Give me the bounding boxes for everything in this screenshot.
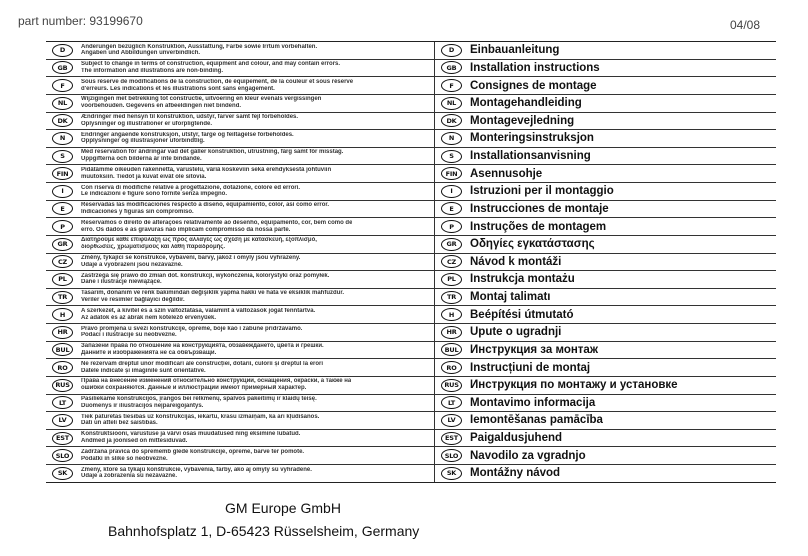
table-row	[46, 465, 776, 483]
title-cell	[435, 254, 776, 271]
legal-notice	[81, 167, 331, 181]
instruction-title: Οδηγίες εγκατάστασης	[470, 238, 595, 251]
country-code-badge: EST	[52, 432, 73, 445]
country-code-badge: CZ	[52, 255, 73, 268]
table-row	[46, 148, 776, 166]
country-code-badge: S	[52, 150, 73, 163]
instruction-title: Iemontēšanas pamācība	[470, 414, 603, 427]
legal-notice	[81, 449, 304, 463]
legal-notice-cell	[46, 430, 435, 447]
legal-notice-line-1: Subject to change in terms of construction, equipment and colour, and may contain errors.	[81, 61, 341, 68]
legal-notice-cell	[46, 465, 435, 482]
legal-notice-line-2: Údaje a vyobrazení jsou nezávazné.	[81, 261, 183, 268]
country-code-badge: GB	[52, 61, 73, 74]
table-row	[46, 113, 776, 131]
language-table	[46, 42, 776, 483]
legal-notice-line-2: Angaben und Abbildungen unverbindlich.	[81, 50, 201, 57]
table-row	[46, 324, 776, 342]
legal-notice-line-1: Wijzigingen met betrekking tot constructie, uitvoering en kleur evenals vergissingen	[81, 96, 322, 103]
legal-notice	[81, 378, 351, 392]
table-row	[46, 236, 776, 254]
country-code-badge: F	[441, 79, 462, 92]
table-row	[46, 430, 776, 448]
legal-notice-line-1: Διατηρούμε κάθε επιφύλαξη ως προς αλλαγές ως σχέση με κατασκευή, εξοπλισμό,	[81, 237, 317, 244]
legal-notice-line-2: voorbehouden. Gegevens en afbeeldingen niet bindend.	[81, 103, 242, 110]
instruction-title: Paigaldusjuhend	[470, 432, 563, 445]
legal-notice-cell	[46, 254, 435, 271]
legal-notice-line-1: Pravo promjena u svezi konstrukcije, opreme, boje kao i zabune pridržavamo.	[81, 325, 303, 332]
legal-notice-line-1: Запазени права по отношение на конструкцията, обзавеждането, цвета и грешки.	[81, 343, 324, 350]
title-cell	[435, 183, 776, 200]
country-code-badge: LT	[52, 396, 73, 409]
legal-notice-line-1: Konstruktsiooni, varustuse ja värvi osas muudatused ning eksimine lubatud.	[81, 431, 301, 438]
legal-notice-line-1: Änderungen bezüglich Konstruktion, Ausstattung, Farbe sowie Irrtum vorbehalten.	[81, 43, 318, 50]
country-code-badge: S	[441, 150, 462, 163]
legal-notice-line-2: Opplysninger og illustrasjoner uforbindtlig.	[81, 138, 205, 145]
table-row	[46, 377, 776, 395]
legal-notice-line-2: Uppgifterna och bilderna är inte bindande.	[81, 156, 202, 163]
legal-notice-cell	[46, 306, 435, 323]
legal-notice-line-2: Veriler ve resimler bağlayıcı değildir.	[81, 297, 185, 304]
country-code-badge: SLO	[52, 449, 73, 462]
legal-notice-line-1: Endringer angående konstruksjon, utstyr, farge og feiltagelse forbeholdes.	[81, 131, 294, 138]
country-code-badge: RO	[52, 361, 73, 374]
legal-notice-line-2: erro. Os dados e as gravuras não implicam compromisso da nossa parte.	[81, 226, 291, 233]
legal-notice-line-2: Данните и изображенията не са обвързващи.	[81, 349, 217, 356]
instruction-title: Инструкция по монтажу и установке	[470, 379, 678, 392]
legal-notice-line-1: Sous réserve de modifications de la construction, de équipement, de la couleur et sous réserve	[81, 78, 354, 85]
country-code-badge: GR	[52, 238, 73, 251]
legal-notice	[81, 61, 340, 75]
legal-notice-line-1: Zmeny, ktoré sa týkajú konštrukcie, vybavenia, farby, ako aj omyly sú vyhradené.	[81, 466, 312, 473]
title-cell	[435, 324, 776, 341]
legal-notice-line-2: Andmed ja joonised on mittesiduvad.	[81, 438, 188, 445]
legal-notice-line-1: A szerkezet, a kivitel és a szín változtatása, valamint a változások jogát fenntartva.	[81, 307, 316, 314]
table-row	[46, 289, 776, 307]
legal-notice-cell	[46, 183, 435, 200]
instruction-title: Monteringsinstruksjon	[470, 132, 594, 145]
title-cell	[435, 359, 776, 376]
country-code-badge: LV	[52, 414, 73, 427]
legal-notice-line-1: Tasarım, donanım ve renk bakımından değişiklik yapma hakkı ve hata ve eksiklik mahfuzdur.	[81, 290, 344, 297]
title-cell	[435, 289, 776, 306]
country-code-badge: HR	[52, 326, 73, 339]
legal-notice-line-2: Podaci i ilustracije su neobvezne.	[81, 332, 177, 339]
instruction-title: Návod k montáži	[470, 255, 562, 268]
table-row	[46, 130, 776, 148]
legal-notice-cell	[46, 95, 435, 112]
country-code-badge: HR	[441, 326, 462, 339]
legal-notice-line-2: Duomenys ir iliustracijos neįpareigojantys.	[81, 402, 204, 409]
title-cell	[435, 447, 776, 464]
legal-notice	[81, 237, 317, 251]
title-cell	[435, 236, 776, 253]
legal-notice	[81, 149, 343, 163]
legal-notice	[81, 343, 324, 357]
instruction-title: Instrucțiuni de montaj	[470, 361, 591, 374]
title-cell	[435, 60, 776, 77]
legal-notice-line-2: Indicaciones y figuras sin compromiso.	[81, 208, 194, 215]
title-cell	[435, 148, 776, 165]
country-code-badge: LV	[441, 414, 462, 427]
table-row	[46, 77, 776, 95]
country-code-badge: GB	[441, 61, 462, 74]
legal-notice-line-1: Con riserva di modifiche relative a progettazione, dotazione, colore ed errori.	[81, 184, 301, 191]
country-code-badge: N	[441, 132, 462, 145]
instruction-title: Montagehandleiding	[470, 97, 582, 110]
instruction-title: Istruzioni per il montaggio	[470, 185, 614, 198]
legal-notice-line-1: Zadržana pravica do sprememb glede konstrukcije, opreme, barve ter pomote.	[81, 448, 305, 455]
title-cell	[435, 165, 776, 182]
country-code-badge: LT	[441, 396, 462, 409]
legal-notice	[81, 290, 344, 304]
title-cell	[435, 77, 776, 94]
country-code-badge: SLO	[441, 449, 462, 462]
title-cell	[435, 377, 776, 394]
legal-notice-cell	[46, 130, 435, 147]
part-number: part number: 93199670	[18, 14, 143, 28]
instruction-title: Navodilo za vgradnjo	[470, 449, 586, 462]
title-cell	[435, 412, 776, 429]
legal-notice-line-1: Ændringer med hensyn til konstruktion, udstyr, farver samt fejl forbeholdes.	[81, 114, 299, 121]
country-code-badge: PL	[52, 273, 73, 286]
country-code-badge: FIN	[441, 167, 462, 180]
legal-notice-line-2: muutoksiin. Tiedot ja kuvat eivät ole sitovia.	[81, 173, 207, 180]
legal-notice-line-2: d'erreurs. Les indications et les illustrations sont sans engagement.	[81, 85, 275, 92]
title-cell	[435, 218, 776, 235]
legal-notice-cell	[46, 201, 435, 218]
country-code-badge: BUL	[52, 343, 73, 356]
table-row	[46, 359, 776, 377]
title-cell	[435, 271, 776, 288]
legal-notice-line-2: The information and illustrations are non-binding.	[81, 67, 223, 74]
legal-notice	[81, 44, 317, 58]
country-code-badge: P	[441, 220, 462, 233]
legal-notice-cell	[46, 42, 435, 59]
country-code-badge: RUS	[52, 379, 73, 392]
country-code-badge: DK	[441, 114, 462, 127]
title-cell	[435, 342, 776, 359]
country-code-badge: CZ	[441, 255, 462, 268]
country-code-badge: PL	[441, 273, 462, 286]
legal-notice-line-2: Oplysninger og illustrationer er uforpligtende.	[81, 120, 213, 127]
legal-notice	[81, 361, 323, 375]
legal-notice-cell	[46, 236, 435, 253]
document-date: 04/08	[729, 18, 760, 32]
table-row	[46, 412, 776, 430]
bottom-rule	[46, 482, 776, 483]
country-code-badge: FIN	[52, 167, 73, 180]
legal-notice-cell	[46, 165, 435, 182]
country-code-badge: TR	[52, 291, 73, 304]
table-row	[46, 342, 776, 360]
instruction-title: Montaj talimatı	[470, 291, 551, 304]
country-code-badge: I	[441, 185, 462, 198]
title-cell	[435, 430, 776, 447]
legal-notice-line-1: Tiek paturētas tiesības uz konstrukcijas, iekārtu, krāsu izmaiņām, kā arī kļūdīšanos.	[81, 413, 320, 420]
country-code-badge: D	[441, 44, 462, 57]
country-code-badge: D	[52, 44, 73, 57]
instruction-title: Инструкция за монтаж	[470, 343, 598, 356]
instruction-title: Installation instructions	[470, 61, 600, 74]
legal-notice-line-1: Pasiliekame konstrukcijos, įrangos bei rėlkmenų, spalvos pakeitimų ir klaidų teisę.	[81, 396, 317, 403]
legal-notice	[81, 79, 353, 93]
table-row	[46, 254, 776, 272]
legal-notice-cell	[46, 77, 435, 94]
legal-notice	[81, 202, 329, 216]
legal-notice-cell	[46, 359, 435, 376]
instruction-title: Asennusohje	[470, 167, 543, 180]
instruction-title: Upute o ugradnji	[470, 326, 562, 339]
table-row	[46, 165, 776, 183]
legal-notice	[81, 467, 312, 481]
legal-notice-line-2: Az adatok és az ábrák nem kötelező érvényűek.	[81, 314, 217, 321]
legal-notice-line-1: Med reservation för ändringar vad det gäller konstruktion, utrustning, färg samt för misstag.	[81, 149, 344, 156]
legal-notice-cell	[46, 218, 435, 235]
country-code-badge: DK	[52, 114, 73, 127]
country-code-badge: NL	[441, 97, 462, 110]
instruction-title: Installationsanvisning	[470, 150, 591, 163]
legal-notice-line-1: Права на внесение изменений относительно конструкции, оснащения, окраски, а также на	[81, 378, 352, 385]
title-cell	[435, 201, 776, 218]
legal-notice-line-1: Zastrzega się prawo do zmian dot. konstrukcji, wykończenia, kolorystyki oraz pomyłek.	[81, 272, 330, 279]
country-code-badge: F	[52, 79, 73, 92]
legal-notice	[81, 185, 300, 199]
legal-notice-line-1: Změny, týkající se konstrukce, vybavení, barvy, jakož i omyly jsou vyhrazeny.	[81, 255, 301, 262]
instruction-title: Instrukcja montażu	[470, 273, 575, 286]
legal-notice	[81, 114, 298, 128]
legal-notice	[81, 255, 300, 269]
legal-notice-cell	[46, 342, 435, 359]
legal-notice	[81, 414, 319, 428]
country-code-badge: RO	[441, 361, 462, 374]
country-code-badge: E	[52, 202, 73, 215]
title-cell	[435, 306, 776, 323]
legal-notice-cell	[46, 113, 435, 130]
country-code-badge: P	[52, 220, 73, 233]
country-code-badge: I	[52, 185, 73, 198]
country-code-badge: SK	[52, 467, 73, 480]
instruction-title: Montavimo informacija	[470, 396, 596, 409]
legal-notice	[81, 132, 294, 146]
country-code-badge: N	[52, 132, 73, 145]
country-code-badge: BUL	[441, 343, 462, 356]
title-cell	[435, 465, 776, 482]
table-row	[46, 60, 776, 78]
title-cell	[435, 42, 776, 59]
title-cell	[435, 95, 776, 112]
country-code-badge: NL	[52, 97, 73, 110]
country-code-badge: RUS	[441, 379, 462, 392]
title-cell	[435, 395, 776, 412]
table-row	[46, 95, 776, 113]
legal-notice-line-2: διορθώσεις, χρωματισμούς και λάθη παραδρομής.	[81, 244, 226, 251]
table-row	[46, 183, 776, 201]
legal-notice-line-2: Dane i ilustracje niewiążące.	[81, 279, 162, 286]
company-name: GM Europe GmbH	[225, 500, 341, 516]
legal-notice-line-1: Reservadas las modificaciones respecto a diseño, equipamiento, color, así como error.	[81, 202, 330, 209]
country-code-badge: TR	[441, 291, 462, 304]
legal-notice-cell	[46, 324, 435, 341]
table-row	[46, 201, 776, 219]
legal-notice	[81, 431, 300, 445]
company-address: Bahnhofsplatz 1, D-65423 Rüsselsheim, Germany	[108, 523, 420, 539]
legal-notice-line-2: Údaje a zobrazenia sú nezávazné.	[81, 473, 178, 480]
legal-notice-cell	[46, 377, 435, 394]
legal-notice-line-2: ошибки сохраняются. Данные и иллюстрации имеют примерный характер.	[81, 385, 307, 392]
table-row	[46, 42, 776, 60]
legal-notice	[81, 326, 302, 340]
legal-notice	[81, 273, 329, 287]
country-code-badge: H	[441, 308, 462, 321]
instruction-title: Beépítési útmutató	[470, 308, 574, 321]
legal-notice-cell	[46, 412, 435, 429]
legal-notice-line-1: Pidätämme oikeuden rakennetta, varustelu, väriä koskeviin sekä erehdyksestä johtuviin	[81, 166, 332, 173]
instruction-title: Instruções de montagem	[470, 220, 607, 233]
table-row	[46, 306, 776, 324]
legal-notice-cell	[46, 447, 435, 464]
country-code-badge: EST	[441, 432, 462, 445]
legal-notice-line-1: Ne rezervăm dreptul unor modificări ale construcției, dotării, culorii și dreptul la erori	[81, 360, 324, 367]
legal-notice-line-2: Le indicazioni e figure sono fornite senza impegno.	[81, 191, 228, 198]
legal-notice-cell	[46, 60, 435, 77]
country-code-badge: E	[441, 202, 462, 215]
legal-notice-cell	[46, 271, 435, 288]
instruction-title: Einbauanleitung	[470, 44, 560, 57]
country-code-badge: GR	[441, 238, 462, 251]
legal-notice-cell	[46, 148, 435, 165]
table-row	[46, 271, 776, 289]
legal-notice-cell	[46, 395, 435, 412]
legal-notice-line-2: Podatki in slike so neobvezne.	[81, 455, 168, 462]
legal-notice	[81, 308, 315, 322]
legal-notice	[81, 96, 321, 110]
instruction-title: Montagevejledning	[470, 114, 575, 127]
instruction-title: Consignes de montage	[470, 79, 597, 92]
title-cell	[435, 113, 776, 130]
country-code-badge: H	[52, 308, 73, 321]
title-cell	[435, 130, 776, 147]
legal-notice-line-2: Dati un attēli bez saistības.	[81, 420, 158, 427]
table-row	[46, 447, 776, 465]
table-row	[46, 218, 776, 236]
legal-notice-line-1: Reservamos o direito de alterações relativamente ao desenho, equipamento, cor, bem como de	[81, 219, 353, 226]
legal-notice-line-2: Datele indicate și imaginile sunt orientative.	[81, 367, 206, 374]
legal-notice-cell	[46, 289, 435, 306]
country-code-badge: SK	[441, 467, 462, 480]
instruction-title: Instrucciones de montaje	[470, 202, 609, 215]
instruction-title: Montážny návod	[470, 467, 561, 480]
table-row	[46, 395, 776, 413]
legal-notice	[81, 220, 352, 234]
legal-notice	[81, 396, 317, 410]
